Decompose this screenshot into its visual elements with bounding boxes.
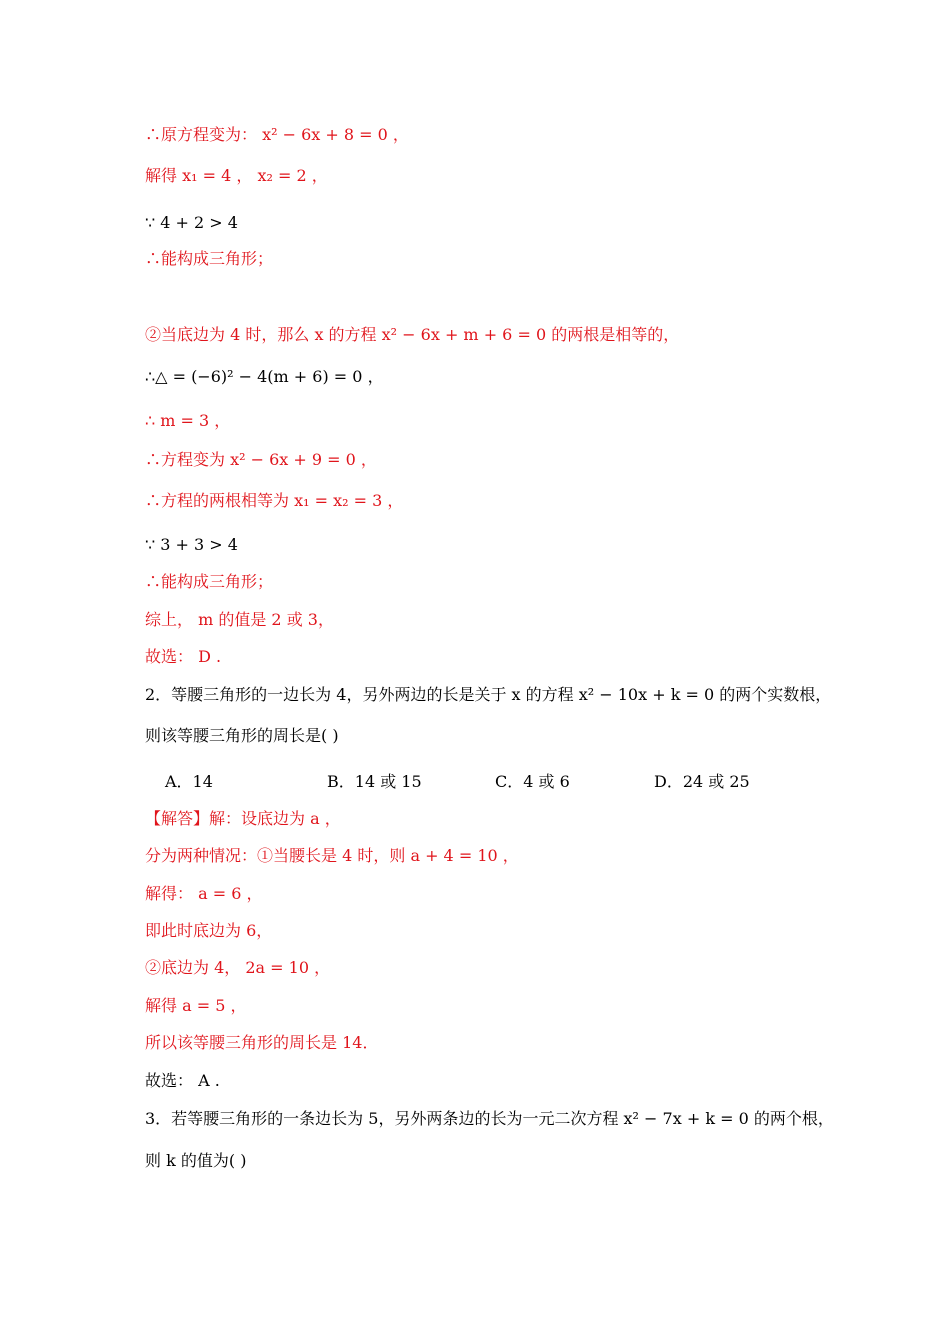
- answer-line: 即此时底边为 6，: [145, 921, 273, 940]
- solution-line: 故选： D .: [145, 647, 222, 666]
- solution-line: ∴能构成三角形；: [145, 572, 274, 591]
- solution-line: ∵ 4 + 2 > 4: [145, 213, 238, 232]
- answer-line: 解得： a = 6 ，: [145, 884, 263, 903]
- answer-line: 分为两种情况：①当腰长是 4 时，则 a + 4 = 10 ，: [145, 846, 519, 865]
- solution-line: ∵ 3 + 3 > 4: [145, 535, 238, 554]
- answer-line: 【解答】解：设底边为 a ，: [145, 809, 341, 828]
- option-b: B．14 或 15: [327, 772, 422, 791]
- answer-line: 解得 a = 5 ，: [145, 996, 247, 1015]
- solution-line: ∴△ = (−6)² − 4(m + 6) = 0 ，: [145, 367, 384, 386]
- option-d: D．24 或 25: [654, 772, 750, 791]
- solution-line: ∴方程变为 x² − 6x + 9 = 0 ，: [145, 450, 377, 469]
- solution-line: ∴原方程变为： x² − 6x + 8 = 0 ，: [145, 125, 409, 144]
- solution-line: ∴方程的两根相等为 x₁ = x₂ = 3 ，: [145, 491, 404, 510]
- solution-line: ∴能构成三角形；: [145, 249, 274, 268]
- solution-line: ②当底边为 4 时，那么 x 的方程 x² − 6x + m + 6 = 0 的两根是相等的，: [145, 325, 680, 344]
- question-2-stem: 2．等腰三角形的一边长为 4，另外两边的长是关于 x 的方程 x² − 10x + k = 0 的两个实数根，: [145, 685, 832, 704]
- question-3-stem-cont: 则 k 的值为( ): [145, 1151, 247, 1170]
- answer-line: 所以该等腰三角形的周长是 14．: [145, 1033, 379, 1052]
- solution-line: 综上， m 的值是 2 或 3，: [145, 610, 334, 629]
- question-2-stem-cont: 则该等腰三角形的周长是( ): [145, 726, 339, 745]
- solution-line: ∴ m = 3 ，: [145, 411, 231, 430]
- solution-line: 解得 x₁ = 4 ， x₂ = 2 ，: [145, 166, 328, 185]
- option-c: C．4 或 6: [495, 772, 570, 791]
- question-3-stem: 3．若等腰三角形的一条边长为 5，另外两条边的长为一元二次方程 x² − 7x + k = 0 的两个根，: [145, 1109, 834, 1128]
- option-a: A．14: [165, 772, 213, 791]
- answer-line: 故选： A .: [145, 1071, 220, 1090]
- answer-line: ②底边为 4， 2a = 10 ，: [145, 958, 331, 977]
